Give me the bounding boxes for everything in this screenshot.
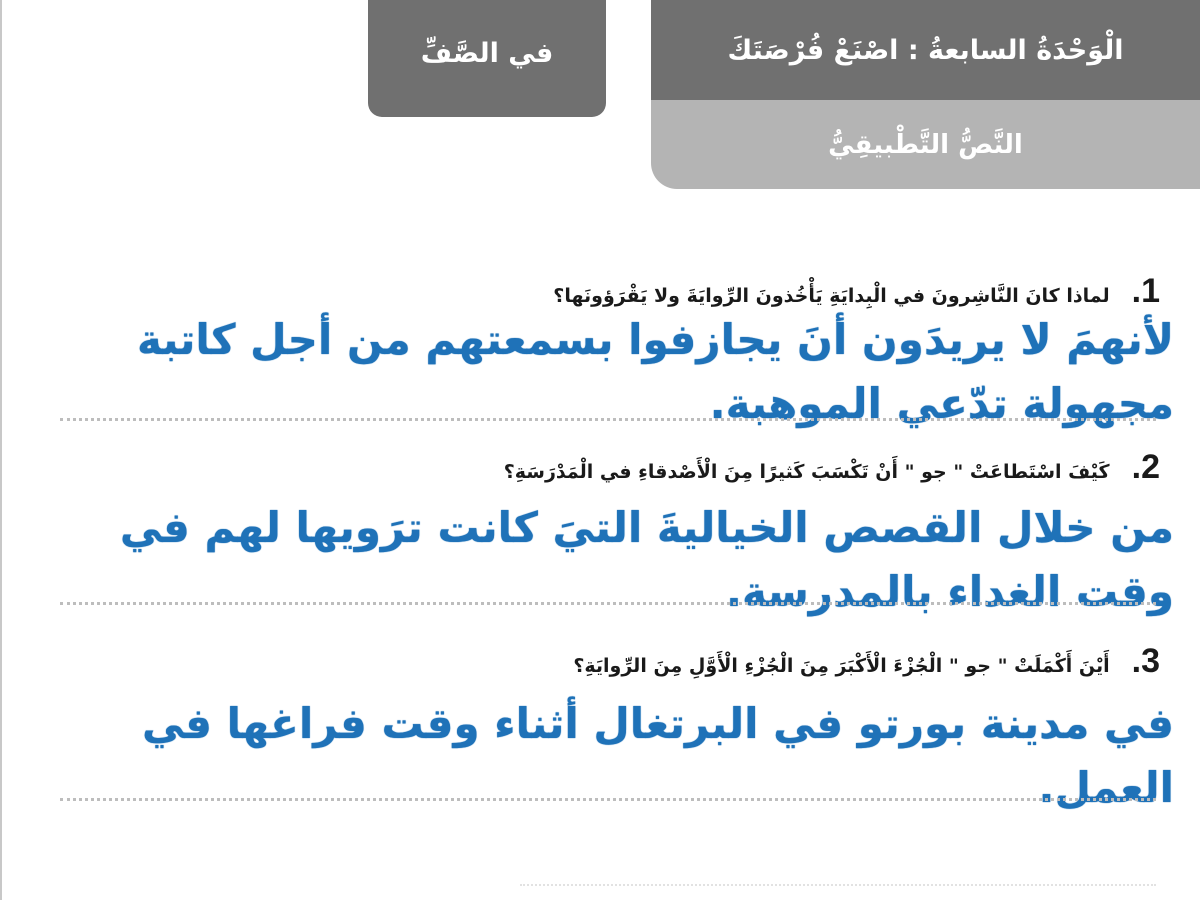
question-number: 1. — [1131, 272, 1160, 310]
answer-2: من خلال القصص الخياليةَ التيَ كانت ترَويها لهم في وقت الغداء بالمدرسة. — [119, 503, 1174, 616]
question-number: 2. — [1131, 448, 1160, 486]
question-text: لماذا كانَ النَّاشِرونَ في الْبِدايَةِ يَأْخُذونَ الرِّوايَةَ ولا يَقْرَؤونَها؟ — [553, 285, 1110, 307]
section-title: النَّصُّ التَّطْبيقِيُّ — [828, 129, 1023, 160]
question-3 — [573, 642, 1160, 681]
unit-title: الْوَحْدَةُ السابعةُ : اصْنَعْ فُرْصَتَكَ — [727, 34, 1124, 66]
answer-3: في مدينة بورتو في البرتغال أثناء وقت فراغها في العمل. — [142, 699, 1174, 812]
unit-header — [651, 0, 1200, 100]
section-header — [651, 100, 1200, 189]
page-edge-rule — [0, 0, 2, 900]
class-tab-label: في الصَّفِّ — [420, 38, 554, 69]
answer-1: لأنهمَ لا يريدَون أنَ يجازفوا بسمعتهم من أجل كاتبة مجهولة تدّعي الموهبة. — [136, 315, 1174, 428]
answer-line — [60, 798, 1156, 801]
question-text: كَيْفَ اسْتَطاعَتْ " جو " أَنْ تَكْسَبَ كَثيرًا مِنَ الْأَصْدقاءِ في الْمَدْرَسَةِ؟ — [503, 461, 1110, 483]
question-1 — [553, 272, 1160, 311]
answer-line — [60, 602, 1156, 605]
question-2 — [504, 448, 1160, 487]
class-tab — [368, 0, 606, 117]
question-number: 3. — [1131, 642, 1160, 680]
question-text: أَيْنَ أَكْمَلَتْ " جو " الْجُزْءَ الْأَكْبَرَ مِنَ الْجُزْءِ الْأَوَّلِ مِنَ الرِّوايَةِ؟ — [573, 655, 1110, 677]
answer-line — [60, 418, 1156, 421]
answer-line-faint — [520, 884, 1156, 886]
